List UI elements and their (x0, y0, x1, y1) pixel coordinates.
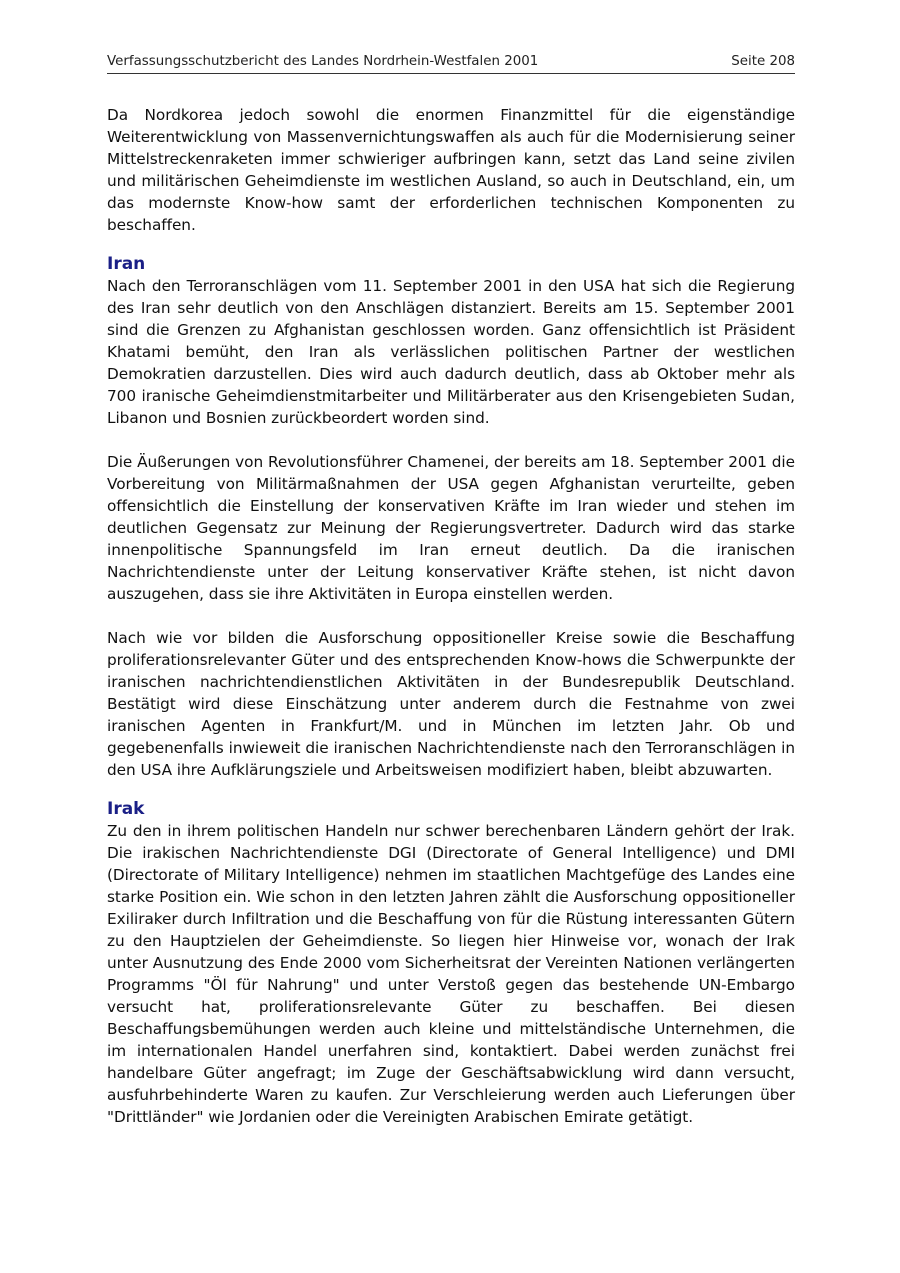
section-heading-irak: Irak (107, 799, 145, 819)
intro-paragraph: Da Nordkorea jedoch sowohl die enormen Finanzmittel für die eigenständige Weiterentwicklung von Massenvernichtungswaffen als auch für die Modernisierung seiner Mittelstreckenraketen immer schwieriger aufbringen kann, setzt das Land seine zivilen und militärischen Geheimdienste im westlichen Ausland, so auch in Deutschland, ein, um das modernste Know-how samt der erforderlichen technischen Komponenten zu beschaffen. (107, 106, 795, 234)
spacer (107, 605, 795, 627)
iran-paragraph-3: Nach wie vor bilden die Ausforschung oppositioneller Kreise sowie die Beschaffung proliferationsrelevanter Güter und des entsprechenden Know-hows die Schwerpunkte der iranischen nachrichtendienstlichen Aktivitäten in der Bundesrepublik Deutschland. Bestätigt wird diese Einschätzung unter anderem durch die Festnahme von zwei iranischen Agenten in Frankfurt/M. und in München im letzten Jahr. Ob und gegebenenfalls inwieweit die iranischen Nachrichtendienste nach den Terroranschlägen in den USA ihre Aufklärungsziele und Arbeitsweisen modifiziert haben, bleibt abzuwarten. (107, 629, 795, 779)
document-body (107, 104, 795, 1128)
spacer (107, 781, 795, 798)
irak-paragraph: Zu den in ihrem politischen Handeln nur schwer berechenbaren Ländern gehört der Irak. Die irakischen Nachrichtendienste DGI (Directorate of General Intelligence) und DMI (Directorate of Military Intelligence) nehmen im staatlichen Machtgefüge des Landes eine starke Position ein. Wie schon in den letzten Jahren zählt die Ausforschung oppositioneller Exiliraker durch Infiltration und die Beschaffung von für die Rüstung interessanten Gütern zu den Hauptzielen der Geheimdienste. So liegen hier Hinweise vor, wonach der Irak unter Ausnutzung des Ende 2000 vom Sicherheitsrat der Vereinten Nationen verlängerten Programms "Öl für Nahrung" und unter Verstoß gegen das bestehende UN-Embargo versucht hat, proliferationsrelevante Güter zu beschaffen. Bei diesen Beschaffungsbemühungen werden auch kleine und mittelständische Unternehmen, die im internationalen Handel unerfahren sind, kontaktiert. Dabei werden zunächst frei handelbare Güter angefragt; im Zuge der Geschäftsabwicklung wird dann versucht, ausfuhrbehinderte Waren zu kaufen. Zur Verschleierung werden auch Lieferungen über "Drittländer" wie Jordanien oder die Vereinigten Arabischen Emirate getätigt. (107, 822, 795, 1126)
spacer (107, 236, 795, 253)
section-heading-iran: Iran (107, 254, 146, 274)
spacer (107, 429, 795, 451)
iran-paragraph-1: Nach den Terroranschlägen vom 11. September 2001 in den USA hat sich die Regierung des Iran sehr deutlich von den Anschlägen distanziert. Bereits am 15. September 2001 sind die Grenzen zu Afghanistan geschlossen worden. Ganz offensichtlich ist Präsident Khatami bemüht, den Iran als verlässlichen politischen Partner der westlichen Demokratien darzustellen. Dies wird auch dadurch deutlich, dass ab Oktober mehr als 700 iranische Geheimdienstmitarbeiter und Militärberater aus den Krisengebieten Sudan, Libanon und Bosnien zurückbeordert worden sind. (107, 277, 795, 427)
iran-paragraph-2: Die Äußerungen von Revolutionsführer Chamenei, der bereits am 18. September 2001 die Vorbereitung von Militärmaßnahmen der USA gegen Afghanistan verurteilte, geben offensichtlich die Einstellung der konservativen Kräfte im Iran wieder und stehen im deutlichen Gegensatz zur Meinung der Regierungsvertreter. Dadurch wird das starke innenpolitische Spannungsfeld im Iran erneut deutlich. Da die iranischen Nachrichtendienste unter der Leitung konservativer Kräfte stehen, ist nicht davon auszugehen, dass sie ihre Aktivitäten in Europa einstellen werden. (107, 453, 795, 603)
page-number: Seite 208 (731, 54, 795, 69)
header-title: Verfassungsschutzbericht des Landes Nordrhein-Westfalen 2001 (107, 54, 539, 69)
page-header (107, 53, 795, 74)
